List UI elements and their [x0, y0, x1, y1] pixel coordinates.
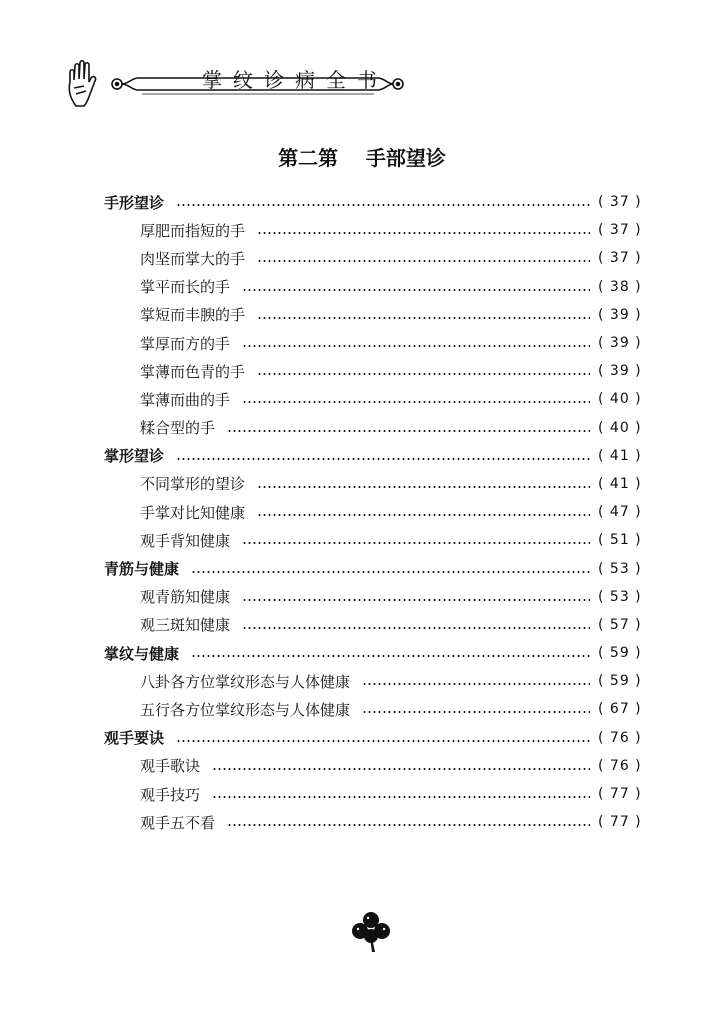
toc-section-entry [104, 554, 652, 582]
toc-page-number: ( 53 ) [598, 588, 642, 605]
toc-dot-leader [227, 824, 590, 826]
toc-page-number: ( 59 ) [598, 645, 642, 662]
toc-subsection-entry [104, 470, 652, 498]
toc-dot-leader [257, 317, 590, 319]
toc-entry-title: 五行各方位掌纹形态与人体健康 [140, 700, 351, 719]
toc-page-number: ( 37 ) [598, 194, 642, 211]
toc-entry-title: 肉坚而掌大的手 [140, 249, 246, 268]
toc-subsection-entry [104, 357, 652, 385]
toc-entry-title: 糅合型的手 [140, 419, 216, 438]
toc-section-entry [104, 442, 652, 470]
toc-page-number: ( 39 ) [598, 306, 642, 323]
toc-page-number: ( 57 ) [598, 616, 642, 633]
toc-dot-leader [212, 796, 590, 798]
toc-page-number: ( 53 ) [598, 560, 642, 577]
toc-page-number: ( 39 ) [598, 335, 642, 352]
toc-dot-leader [176, 204, 590, 206]
toc-dot-leader [212, 768, 590, 770]
toc-subsection-entry [104, 385, 652, 413]
toc-page-number: ( 76 ) [598, 757, 642, 774]
toc-dot-leader [242, 599, 590, 601]
toc-dot-leader [191, 655, 590, 657]
toc-section-entry [104, 724, 652, 752]
toc-section-entry [104, 639, 652, 667]
toc-entry-title: 手形望诊 [104, 193, 165, 212]
toc-entry-title: 不同掌形的望诊 [140, 475, 246, 494]
toc-dot-leader [176, 458, 590, 460]
toc-page-number: ( 38 ) [598, 278, 642, 295]
toc-entry-title: 掌薄而色青的手 [140, 362, 246, 381]
toc-entry-title: 观手技巧 [140, 785, 201, 804]
toc-entry-title: 八卦各方位掌纹形态与人体健康 [140, 672, 351, 691]
toc-subsection-entry [104, 244, 652, 272]
toc-dot-leader [176, 740, 590, 742]
toc-dot-leader [257, 514, 590, 516]
toc-subsection-entry [104, 808, 652, 836]
toc-dot-leader [362, 711, 590, 713]
toc-subsection-entry [104, 780, 652, 808]
toc-dot-leader [242, 289, 590, 291]
toc-subsection-entry [104, 273, 652, 301]
toc-page-number: ( 37 ) [598, 222, 642, 239]
table-of-contents [104, 188, 652, 836]
toc-entry-title: 观三斑知健康 [140, 616, 231, 635]
toc-dot-leader [257, 232, 590, 234]
toc-entry-title: 手掌对比知健康 [140, 503, 246, 522]
toc-page-number: ( 40 ) [598, 391, 642, 408]
book-title: 掌纹诊病全书 [202, 68, 388, 92]
toc-section-entry [104, 188, 652, 216]
toc-entry-title: 掌厚而方的手 [140, 334, 231, 353]
toc-dot-leader [242, 542, 590, 544]
toc-entry-title: 掌薄而曲的手 [140, 390, 231, 409]
toc-entry-title: 掌纹与健康 [104, 644, 180, 663]
toc-page-number: ( 37 ) [598, 250, 642, 267]
toc-entry-title: 观手背知健康 [140, 531, 231, 550]
toc-page-number: ( 40 ) [598, 419, 642, 436]
toc-entry-title: 观手歌诀 [140, 757, 201, 776]
toc-subsection-entry [104, 667, 652, 695]
toc-page-number: ( 41 ) [598, 447, 642, 464]
toc-entry-title: 掌形望诊 [104, 447, 165, 466]
toc-subsection-entry [104, 329, 652, 357]
toc-entry-title: 厚肥而指短的手 [140, 221, 246, 240]
toc-subsection-entry [104, 526, 652, 554]
toc-page-number: ( 39 ) [598, 363, 642, 380]
toc-page-number: ( 76 ) [598, 729, 642, 746]
toc-dot-leader [257, 373, 590, 375]
toc-subsection-entry [104, 498, 652, 526]
toc-page-number: ( 51 ) [598, 532, 642, 549]
hand-palm-icon [69, 61, 95, 106]
toc-entry-title: 掌短而丰腴的手 [140, 306, 246, 325]
chapter-title: 第二第 手部望诊 [278, 146, 446, 170]
toc-dot-leader [242, 345, 590, 347]
toc-subsection-entry [104, 752, 652, 780]
toc-page-number: ( 41 ) [598, 475, 642, 492]
toc-subsection-entry [104, 414, 652, 442]
toc-dot-leader [227, 430, 590, 432]
toc-dot-leader [242, 627, 590, 629]
clover-icon [348, 908, 394, 954]
toc-entry-title: 观青筋知健康 [140, 588, 231, 607]
toc-entry-title: 观手五不看 [140, 813, 216, 832]
toc-page-number: ( 47 ) [598, 504, 642, 521]
toc-dot-leader [257, 486, 590, 488]
toc-page-number: ( 77 ) [598, 786, 642, 803]
toc-entry-title: 青筋与健康 [104, 560, 180, 579]
running-header [62, 58, 407, 110]
toc-entry-title: 观手要诀 [104, 729, 165, 748]
toc-subsection-entry [104, 583, 652, 611]
toc-subsection-entry [104, 611, 652, 639]
toc-dot-leader [362, 683, 590, 685]
toc-page-number: ( 77 ) [598, 814, 642, 831]
toc-page-number: ( 59 ) [598, 673, 642, 690]
toc-dot-leader [242, 401, 590, 403]
toc-entry-title: 掌平而长的手 [140, 278, 231, 297]
toc-dot-leader [257, 260, 590, 262]
toc-page-number: ( 67 ) [598, 701, 642, 718]
toc-subsection-entry [104, 301, 652, 329]
toc-dot-leader [191, 571, 590, 573]
toc-subsection-entry [104, 216, 652, 244]
toc-subsection-entry [104, 695, 652, 723]
